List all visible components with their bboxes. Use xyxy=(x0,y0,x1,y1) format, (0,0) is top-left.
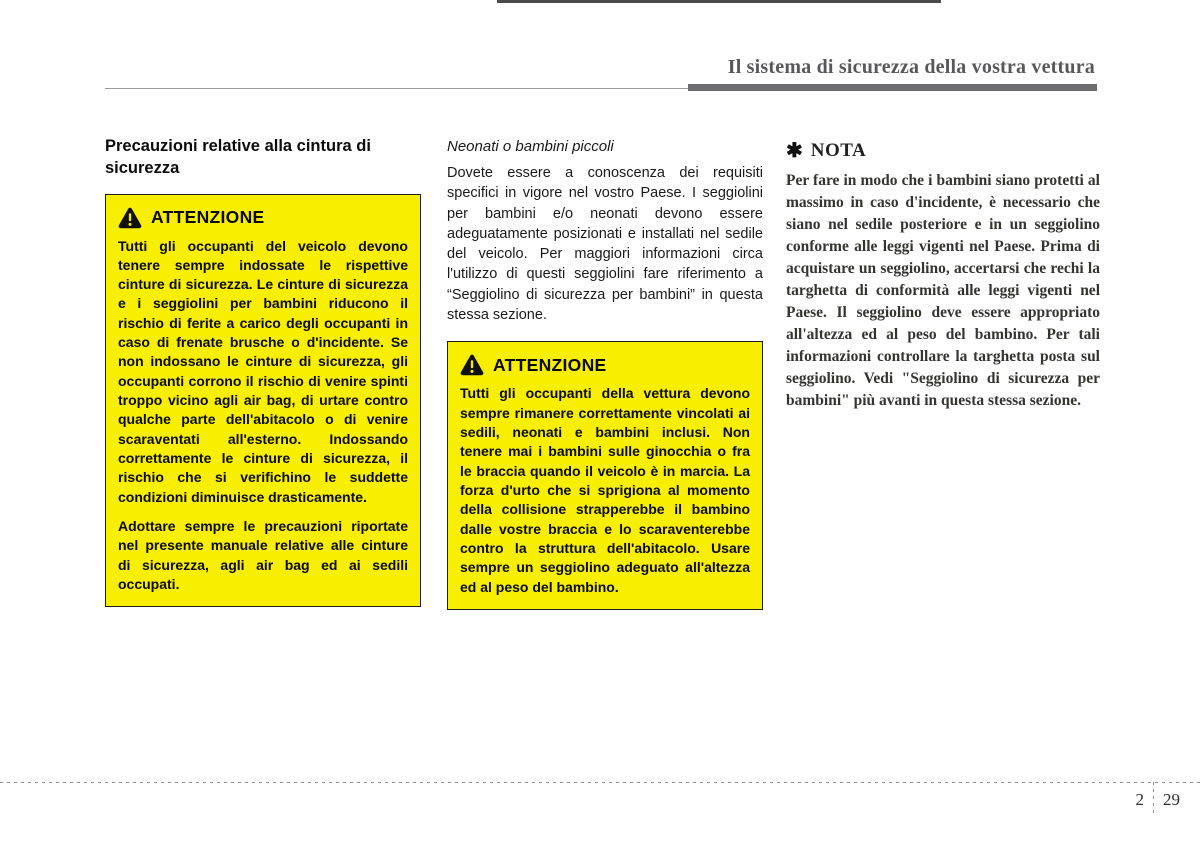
footer-dashed-rule xyxy=(0,782,1200,783)
warning-box-title: ATTENZIONE xyxy=(493,354,607,375)
column-note xyxy=(786,136,1100,412)
page-number xyxy=(1136,790,1181,814)
warning-title-row xyxy=(460,354,750,376)
note-title: NOTA xyxy=(810,140,867,161)
warning-box-children xyxy=(447,341,763,609)
asterisk-icon: ✱ xyxy=(786,140,803,162)
section-heading-seatbelt: Precauzioni relative alla cintura di sicurezza xyxy=(105,137,371,177)
warning-title-row xyxy=(118,207,408,229)
header-thick-rule xyxy=(688,84,1097,91)
warning-paragraph: Adottare sempre le precauzioni riportate nel presente manuale relative alle cinture di sicurezza, agli air bag ed ai sedili occupati. xyxy=(118,517,408,592)
column-seatbelt-precautions xyxy=(105,136,421,607)
warning-paragraph: Tutti gli occupanti della vettura devono sempre rimanere correttamente vincolati ai sedili, neonati e bambini inclusi. Non tenere mai i bambini sulle ginocchia o fra le braccia quando il veicolo è in marcia. La forza d'urto che si sprigiona al momento della collisione strapperebbe il bambino dalle vostre braccia e lo scaraventerebbe contro la struttura dell'abitacolo. Usare sempre un seggiolino adeguato all'altezza ed al peso del bambino. xyxy=(460,385,750,595)
warning-triangle-icon xyxy=(118,207,142,229)
column-infants-children xyxy=(447,136,763,610)
page-header-title: Il sistema di sicurezza della vostra vettura xyxy=(727,56,1095,78)
page-number-value: 29 xyxy=(1163,790,1180,809)
warning-box-title: ATTENZIONE xyxy=(151,207,265,228)
subsection-heading-infants: Neonati o bambini piccoli xyxy=(447,138,614,155)
body-paragraph-infants: Dovete essere a conoscenza dei requisiti specifici in vigore nel vostro Paese. I seggiolini per bambini e/o neonati devono essere adeguatamente posizionati e installati nel sedile del veicolo. Per maggiori informazioni circa l'utilizzo di questi seggiolini fare riferimento a “Seggiolino di sicurezza per bambini” in questa stessa sezione. xyxy=(447,165,763,324)
note-title-row xyxy=(786,140,1100,162)
note-text: Per fare in modo che i bambini siano protetti al massimo in caso d'incidente, è necessario che siano nel sedile posteriore e in un seggiolino conforme alle leggi vigenti nel Paese. Prima di acquistare un seggiolino, accertarsi che rechi la targhetta di conformità alle leggi vigenti nel Paese. Il seggiolino deve essere appropriato all'altezza ed al peso del bambino. Per tali informazioni controllare la targhetta posta sul seggiolino. Vedi "Seggiolino di sicurezza per bambini" più avanti in questa stessa sezione. xyxy=(786,172,1100,409)
chapter-number: 2 xyxy=(1135,790,1144,809)
warning-paragraph: Tutti gli occupanti del veicolo devono tenere sempre indossate le rispettive cinture di sicurezza. Le cinture di sicurezza e i seggiolini per bambini riducono il rischio di ferite a carico degli occupanti in caso di frenate brusche o d'incidente. Se non indossano le cinture di sicurezza, gli occupanti corrono il rischio di venire spinti troppo vicino agli air bag, di urtare contro qualche parte dell'abitacolo o di venire scaraventati all'esterno. Indossando correttamente le cinture di sicurezza, il rischio che si verifichino le suddette condizioni diminuisce drasticamente. xyxy=(118,237,408,505)
top-edge-line xyxy=(497,0,941,3)
warning-triangle-icon xyxy=(460,354,484,376)
page-number-divider xyxy=(1153,782,1154,814)
warning-box-seatbelt xyxy=(105,194,421,608)
